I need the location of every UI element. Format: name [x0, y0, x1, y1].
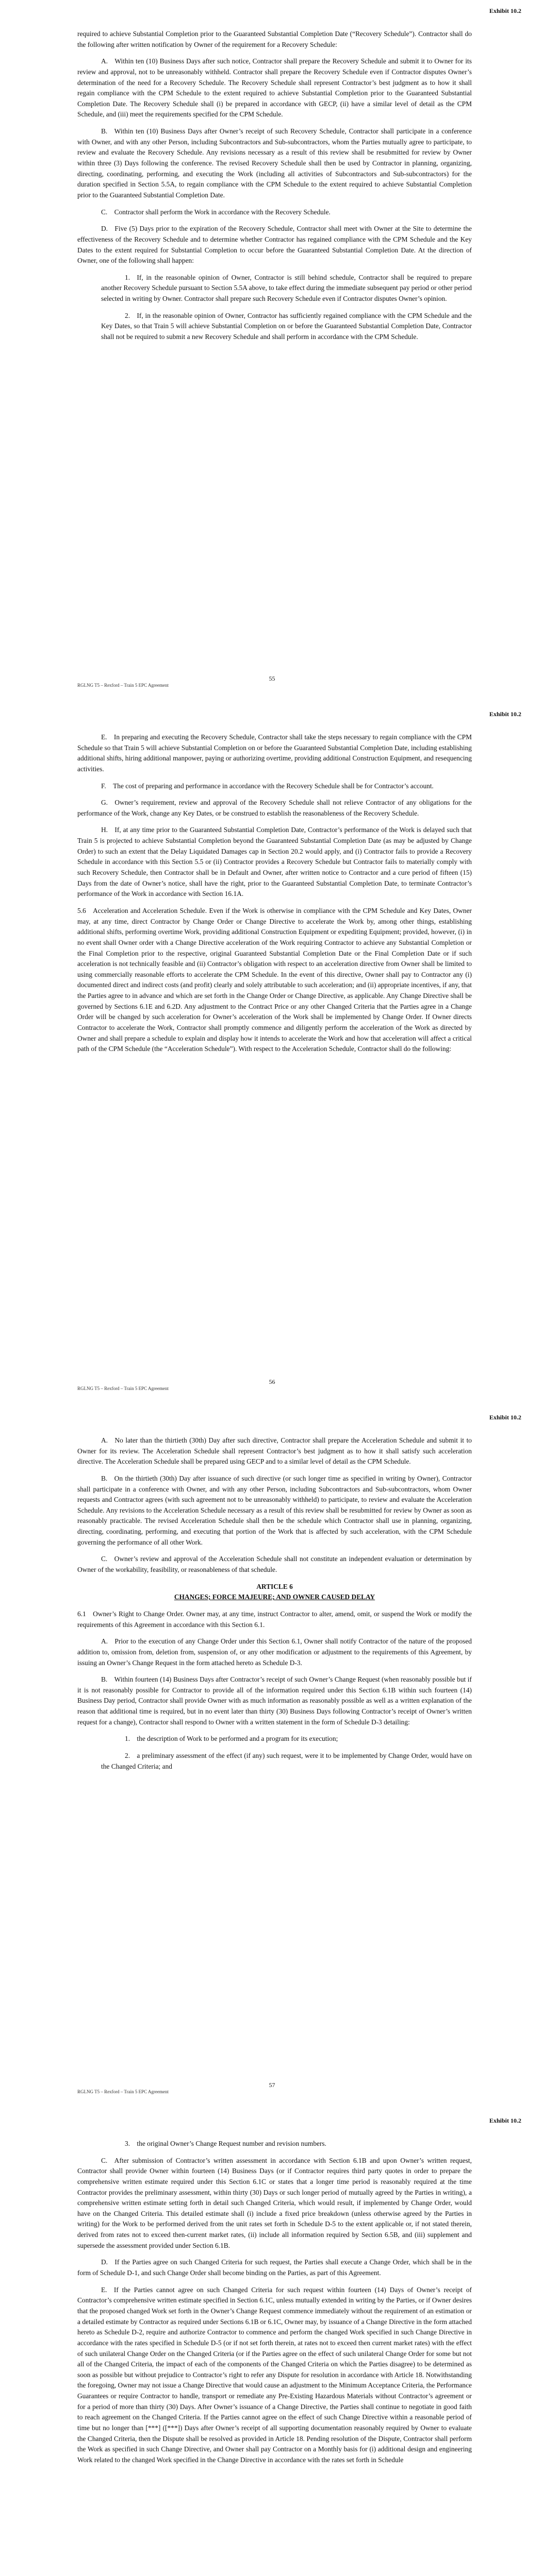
page-body — [77, 1435, 472, 1778]
footer-text: RGLNG T5 – Rexford – Train 5 EPC Agreement — [77, 1386, 169, 1391]
paragraph: 2. a preliminary assessment of the effect (if any) such request, were it to be implemented by Change Order, would have on the Changed Criteria; and — [101, 1752, 472, 1770]
paragraph: 6.1 Owner’s Right to Change Order. Owner may, at any time, instruct Contractor to alter, amend, omit, or suspend the Work or modify the requirements of this Agreement in accordance with this Section 6.1. — [77, 1609, 472, 1629]
paragraph: 1. the description of Work to be performed and a program for its execution; — [125, 1735, 338, 1743]
paragraph: 2. If, in the reasonable opinion of Owner, Contractor has sufficiently regained compliance with the CPM Schedule and the Key Dates, so that Train 5 will achieve Substantial Completion on or before the Guaranteed Substantial Completion Date, Contractor shall not be required to submit a new Recovery Schedule and shall perform in accordance with the CPM Schedule. — [101, 311, 472, 341]
document-page-58 — [0, 2110, 544, 2576]
document-page-56 — [0, 703, 544, 1406]
paragraph: C. Contractor shall perform the Work in accordance with the Recovery Schedule. — [101, 208, 331, 216]
paragraph: D. If the Parties agree on such Changed Criteria for such request, the Parties shall execute a Change Order, which shall be in the form of Schedule D-1, and such Change Order shall become binding on the Parties, as part of this Agreement. — [77, 2258, 472, 2277]
document-page-57 — [0, 1406, 544, 2110]
paragraph: C. After submission of Contractor’s written assessment in accordance with Section 6.1B and upon Owner’s written request, Contractor shall provide Owner within fourteen (14) Business Days (or if Contractor requires third party quotes in order to prepare the comprehensive written estimate required under this Section 6.1C or states that a longer time period is reasonably required at the time Contractor provides the preliminary assessment, within thirty (30) Days or such longer period of mutually agreed by the Parties in writing), a comprehensive written estimate setting forth in detail such Changed Criteria, which would result, if implemented by Change Order, would have on the Changed Criteria. This detailed estimate shall (i) include a fixed price breakdown (unless otherwise agreed by the Parties in writing) for the Work to be performed derived from the unit rates set forth in Schedule D-5 to the extent applicable or, if not stated therein, derived from rates not to exceed then-current market rates, (ii) include all information required by Section 6.5B, and (iii) supplement and supersede the assessment provided under Section 6.1B. — [77, 2156, 472, 2249]
exhibit-label: Exhibit 10.2 — [489, 2117, 521, 2124]
paragraph: 1. If, in the reasonable opinion of Owner, Contractor is still behind schedule, Contractor shall be required to prepare another Recovery Schedule pursuant to Section 5.5A above, to take effect during the immediate subsequent pay period or other period selected in writing by Owner. Contractor shall prepare such Recovery Schedule even if Contractor disputes Owner’s opinion. — [101, 273, 472, 303]
page-number: 55 — [269, 675, 275, 682]
page-number: 56 — [269, 1378, 275, 1385]
paragraph: A. Prior to the execution of any Change Order under this Section 6.1, Owner shall notify Contractor of the nature of the proposed addition to, omission from, deletion from, suspension of, or any other modification or adjustment to the requirements of this Agreement, by issuing an Owner’s Change Request in the form attached hereto as Schedule D-3. — [77, 1637, 472, 1667]
paragraph: B. Within fourteen (14) Business Days after Contractor’s receipt of such Owner’s Change Request (when reasonably possible but if it is not reasonably possible for Contractor to provide all of the information required under this Section 6.1B within such fourteen (14) Business Day period, Contractor shall provide Owner with as much information as reasonably possible as well as a written explanation of the reason that additional time is required, but in no event later than thirty (30) Business Days following Contractor’s receipt of Owner’s written request for a change), Contractor shall respond to Owner with a written statement in the form of Schedule D-3 detailing: — [77, 1675, 472, 1726]
footer-text: RGLNG T5 – Rexford – Train 5 EPC Agreement — [77, 683, 169, 688]
paragraph: H. If, at any time prior to the Guaranteed Substantial Completion Date, Contractor’s performance of the Work is delayed such that Train 5 is projected to achieve Substantial Completion beyond the Guaranteed Substantial Completion Date (as may be adjusted by Change Order) to such an extent that the Delay Liquidated Damages cap in Section 20.2 would apply, and (i) Contractor fails to provide a Recovery Schedule in accordance with this Section 5.5 or (ii) Contractor provides a Recovery Schedule but Contractor fails to materially comply with such Recovery Schedule, then Contractor shall be in Default and Owner, after written notice to Contractor and a cure period of fifteen (15) Days from the date of Owner’s notice, shall have the right, prior to the Guaranteed Substantial Completion Date, to terminate Contractor’s performance of the Work in accordance with Section 16.1A. — [77, 826, 472, 898]
paragraph: C. Owner’s review and approval of the Acceleration Schedule shall not constitute an independent evaluation or determination by Owner of the workability, feasibility, or reasonableness of that schedule. — [77, 1555, 472, 1574]
paragraph: 5.6 Acceleration and Acceleration Schedule. Even if the Work is otherwise in compliance with the CPM Schedule and Key Dates, Owner may, at any time, direct Contractor by Change Order or Change Directive to accelerate the Work by, among other things, establishing additional shifts, performing overtime Work, providing additional Construction Equipment or expediting Equipment; provided, however, (i) in no event shall Owner order with a Change Directive acceleration of the Work requiring Contractor to achieve any Substantial Completion or the Final Completion prior to the respective, original Guaranteed Substantial Completion Date or the Final Completion Date or if such acceleration is not technically feasible and (ii) Contractor’s obligation with respect to an acceleration directive from Owner shall be limited to using commercially reasonable efforts to accelerate the CPM Schedule. In the event of this directive, Owner shall pay to Contractor any (i) documented direct and indirect costs (and profit) clearly and solely attributable to such acceleration; and (ii) appropriate incentives, if any, that the Parties agree to in advance and which are set forth in the Change Order or Change Directive, as applicable. Any Change Directive shall be governed by Sections 6.1E and 6.2D. Any adjustment to the Contract Price or any other Changed Criteria that the Parties agree in a Change Order will be changed by such acceleration for Owner’s acceleration of the Work shall be implemented by Change Order. If Owner directs Contractor to accelerate the Work, Contractor shall promptly commence and diligently perform the acceleration of the Work as directed by Owner and shall prepare a schedule to explain and display how it intends to accelerate the Work and how that acceleration will affect a critical path of the CPM Schedule (the “Acceleration Schedule”). With respect to the Acceleration Schedule, Contractor shall do the following: — [77, 906, 472, 1053]
paragraph: G. Owner’s requirement, review and approval of the Recovery Schedule shall not relieve Contractor of any obligations for the performance of the Work, change any Key Dates, or be construed to establish the reasonableness of the Recovery Schedule. — [77, 799, 472, 817]
paragraph: A. Within ten (10) Business Days after such notice, Contractor shall prepare the Recovery Schedule and submit it to Owner for its review and approval, not to be unreasonably withheld. Contractor shall prepare the Recovery Schedule even if Contractor disputes Owner’s determination of the need for a Recovery Schedule. The Recovery Schedule shall represent Contractor’s best judgment as to how it shall regain compliance with the CPM Schedule to the extent required to achieve Substantial Completion prior to the Guaranteed Substantial Completion Date. The Recovery Schedule shall (i) be prepared in accordance with GECP, (ii) have a similar level of detail as the CPM Schedule, and (iii) meet the requirements specified for the CPM Schedule. — [77, 57, 472, 118]
page-body — [77, 29, 472, 349]
article-title: CHANGES; FORCE MAJEURE; AND OWNER CAUSED DELAY — [174, 1593, 375, 1601]
paragraph: A. No later than the thirtieth (30th) Day after such directive, Contractor shall prepare the Acceleration Schedule and submit it to Owner for its review. The Acceleration Schedule shall represent Contractor’s best judgment as to how it shall satisfy such acceleration directive. The Acceleration Schedule shall be prepared using GECP and to a similar level of detail as the CPM Schedule. — [77, 1436, 472, 1466]
footer-text: RGLNG T5 – Rexford – Train 5 EPC Agreement — [77, 2089, 169, 2094]
paragraph: 3. the original Owner’s Change Request number and revision numbers. — [125, 2140, 326, 2147]
document-page-55 — [0, 0, 544, 703]
exhibit-label: Exhibit 10.2 — [489, 7, 521, 14]
page-number: 57 — [269, 2081, 275, 2089]
page-body — [77, 732, 472, 1061]
paragraph: F. The cost of preparing and performance in accordance with the Recovery Schedule shall be for Contractor’s account. — [101, 782, 434, 790]
paragraph: E. If the Parties cannot agree on such Changed Criteria for such request within fourteen (14) Days of Owner’s receipt of Contractor’s comprehensive written estimate specified in Section 6.1C, unless mutually extended in writing by the Parties, or if Owner desires that the proposed changed Work set forth in the Owner’s Change Request commence immediately without the requirement of an estimation or a detailed estimate by Contractor as required under Sections 6.1B or 6.1C, Owner may, by issuance of a Change Directive in the form attached hereto as Schedule D-2, require and authorize Contractor to commence and perform the changed Work specified in such Change Directive in accordance with the rates specified in Schedule D-5 (or if not set forth therein, at rates not to exceed then current market rates) with the effect of such unilateral Change Order on the Changed Criteria (or if the Parties agree on the effect of such unilateral Change Order for some but not all of the Changed Criteria, the impact of each of the components of the Changed Criteria on which the Parties disagree) to be determined as soon as possible but without prejudice to Contractor’s right to refer any Dispute for resolution in accordance with Article 18. Notwithstanding the foregoing, Owner may not issue a Change Directive that would cause an adjustment to the Minimum Acceptance Criteria, the Performance Guarantees or require Contractor to handle, transport or remediate any Pre-Existing Hazardous Materials without Contractor’s agreement or for a period of more than thirty (30) Days. After Owner’s issuance of a Change Directive, the Parties shall continue to negotiate in good faith to reach agreement on the Changed Criteria. If the Parties cannot agree on the effect of such Change Directive within a reasonable period of time but no longer than [***] ([***]) Days after Owner’s receipt of all supporting documentation reasonably required by Owner to evaluate the Changed Criteria, then the Dispute shall be resolved as provided in Article 18. Pending resolution of the Dispute, Contractor shall perform the Work as specified in such Change Directive, and Owner shall pay Contractor on a Monthly basis for (i) additional design and engineering Work related to the changed Work specified in the Change Directive in accordance with the rates set forth in Schedule — [77, 2285, 472, 2464]
exhibit-label: Exhibit 10.2 — [489, 710, 521, 718]
paragraph: B. Within ten (10) Business Days after Owner’s receipt of such Recovery Schedule, Contractor shall participate in a conference with Owner, and with any other Person, including Subcontractors and Sub-subcontractors, whom the Parties mutually agree to participate, to review and evaluate the Recovery Schedule. Any revisions necessary as a result of this review shall be resubmitted for review by Owner within three (3) Days following the conference. The revised Recovery Schedule shall then be used by Contractor in planning, organizing, directing, coordinating, performing, and executing the Work (including all activities of Subcontractors and Sub-subcontractors) for the duration specified in Section 5.5A, to regain compliance with the CPM Schedule to the extent required to achieve Substantial Completion prior to the Guaranteed Substantial Completion Date. — [77, 127, 472, 199]
page-body — [77, 2139, 472, 2472]
exhibit-label: Exhibit 10.2 — [489, 1414, 521, 1421]
article-heading: ARTICLE 6 — [256, 1582, 293, 1590]
paragraph: B. On the thirtieth (30th) Day after issuance of such directive (or such longer time as specified in writing by Owner), Contractor shall participate in a conference with Owner, and with any other Person, including Subcontractors and Sub-subcontractors, whom Owner requests and Contractor agrees (with such agreement not to be unreasonably withheld) to participate, to review and evaluate the Acceleration Schedule. Any revisions to the Acceleration Schedule necessary as a result of this review shall be resubmitted for review by Owner as soon as reasonably practicable. The revised Acceleration Schedule shall then be the schedule which Contractor shall use in planning, organizing, directing, coordinating, performing, and executing that portion of the Work that is affected by such acceleration, with the CPM Schedule governing the performance of all other Work. — [77, 1474, 472, 1546]
paragraph: required to achieve Substantial Completion prior to the Guaranteed Substantial Completion Date (“Recovery Schedule”). Contractor shall do the following after written notification by Owner of the requirement for a Recovery Schedule: — [77, 30, 472, 48]
paragraph: D. Five (5) Days prior to the expiration of the Recovery Schedule, Contractor shall meet with Owner at the Site to determine the effectiveness of the Recovery Schedule and to determine whether Contractor has regained compliance with the CPM Schedule and the Key Dates to the extent required for Substantial Completion to occur before the Guaranteed Substantial Completion Date. At the direction of Owner, one of the following shall happen: — [77, 225, 472, 265]
paragraph: E. In preparing and executing the Recovery Schedule, Contractor shall take the steps necessary to regain compliance with the CPM Schedule so that Train 5 will achieve Substantial Completion on or before the Guaranteed Substantial Completion Date, including establishing additional shifts, hiring additional manpower, paying or authorizing overtime, providing additional Construction Equipment, and resequencing activities. — [77, 733, 472, 773]
